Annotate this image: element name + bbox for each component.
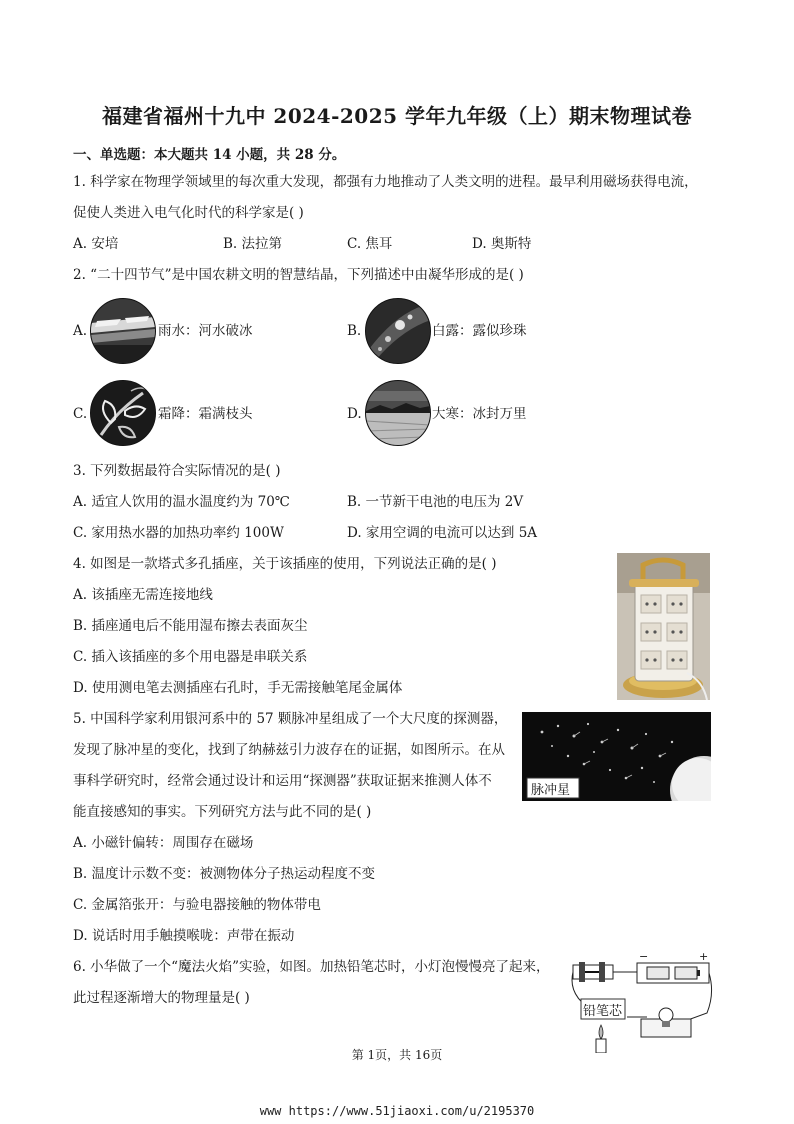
pencil-lead-label: 铅笔芯 [583, 1004, 623, 1019]
q1-option-c: C. 焦耳 [347, 236, 393, 252]
q2-option-d-text: 大寒：冰封万里 [432, 406, 527, 422]
q6-line-2: 此过程逐渐增大的物理量是( ) [73, 990, 250, 1006]
q3-option-c: C. 家用热水器的加热功率约 100W [73, 525, 284, 541]
q5-line-2: 发现了脉冲星的变化，找到了纳赫兹引力波存在的证据，如图所示。在从 [73, 742, 505, 758]
q1-option-d: D. 奥斯特 [472, 236, 532, 252]
q2-option-b-letter: B. [347, 323, 362, 339]
q3-option-b: B. 一节新干电池的电压为 2V [347, 494, 524, 510]
q6-line-1: 6. 小华做了一个“魔法火焰”实验，如图。加热铅笔芯时，小灯泡慢慢亮了起来， [73, 959, 550, 975]
q2-option-b-text: 白露：露似珍珠 [432, 323, 527, 339]
battery-minus-sign: − [639, 953, 649, 963]
q2-option-a-text: 雨水：河水破冰 [158, 323, 253, 339]
q2-option-a-letter: A. [73, 323, 88, 339]
battery-plus-sign: + [699, 953, 709, 963]
q5-option-a: A. 小磁针偏转：周围存在磁场 [73, 835, 254, 851]
q3-option-a: A. 适宜人饮用的温水温度约为 70℃ [73, 494, 290, 510]
q2-option-c-text: 霜降：霜满枝头 [158, 406, 253, 422]
section-heading: 一、单选题：本大题共 14 小题，共 28 分。 [73, 147, 346, 163]
q1-option-a: A. 安培 [73, 236, 119, 252]
q5-line-3: 事科学研究时，经常会通过设计和运用“探测器”获取证据来推测人体不 [73, 773, 492, 789]
dew-leaf-photo [365, 298, 431, 364]
q2-option-d-letter: D. [347, 406, 362, 422]
q4-stem: 4. 如图是一款塔式多孔插座，关于该插座的使用，下列说法正确的是( ) [73, 556, 497, 572]
q1-line-1: 1. 科学家在物理学领域里的每次重大发现，都强有力地推动了人类文明的进程。最早利用磁场获得电流， [73, 174, 698, 190]
frost-branch-photo [90, 380, 156, 446]
q1-option-b: B. 法拉第 [223, 236, 283, 252]
q4-option-b: B. 插座通电后不能用湿布擦去表面灰尘 [73, 618, 308, 634]
q4-option-a: A. 该插座无需连接地线 [73, 587, 213, 603]
watermark-url[interactable]: www https://www.51jiaoxi.com/u/2195370 [259, 1104, 535, 1118]
exam-title: 福建省福州十九中 2024-2025 学年九年级（上）期末物理试卷 [101, 104, 693, 128]
q5-option-b: B. 温度计示数不变：被测物体分子热运动程度不变 [73, 866, 376, 882]
q4-option-d: D. 使用测电笔去测插座右孔时，手无需接触笔尾金属体 [73, 680, 403, 696]
river-ice-photo [90, 298, 156, 364]
circuit-diagram [567, 953, 717, 1053]
q4-option-c: C. 插入该插座的多个用电器是串联关系 [73, 649, 308, 665]
q2-stem: 2. “二十四节气”是中国农耕文明的智慧结晶，下列描述中由凝华形成的是( ) [73, 267, 524, 283]
page-number: 第 1页，共 16页 [351, 1048, 443, 1062]
q5-line-4: 能直接感知的事实。下列研究方法与此不同的是( ) [73, 804, 372, 820]
q5-option-c: C. 金属箔张开：与验电器接触的物体带电 [73, 897, 321, 913]
pulsar-label: 脉冲星 [531, 783, 571, 798]
pulsar-photo [522, 712, 711, 801]
q3-stem: 3. 下列数据最符合实际情况的是( ) [73, 463, 281, 479]
q5-option-d: D. 说话时用手触摸喉咙：声带在振动 [73, 928, 295, 944]
q3-option-d: D. 家用空调的电流可以达到 5A [347, 525, 538, 541]
q5-line-1: 5. 中国科学家利用银河系中的 57 颗脉冲星组成了一个大尺度的探测器， [73, 711, 508, 727]
q1-line-2: 促使人类进入电气化时代的科学家是( ) [73, 205, 304, 221]
tower-socket-photo [617, 553, 710, 700]
frozen-lake-photo [365, 380, 431, 446]
q2-option-c-letter: C. [73, 406, 88, 422]
